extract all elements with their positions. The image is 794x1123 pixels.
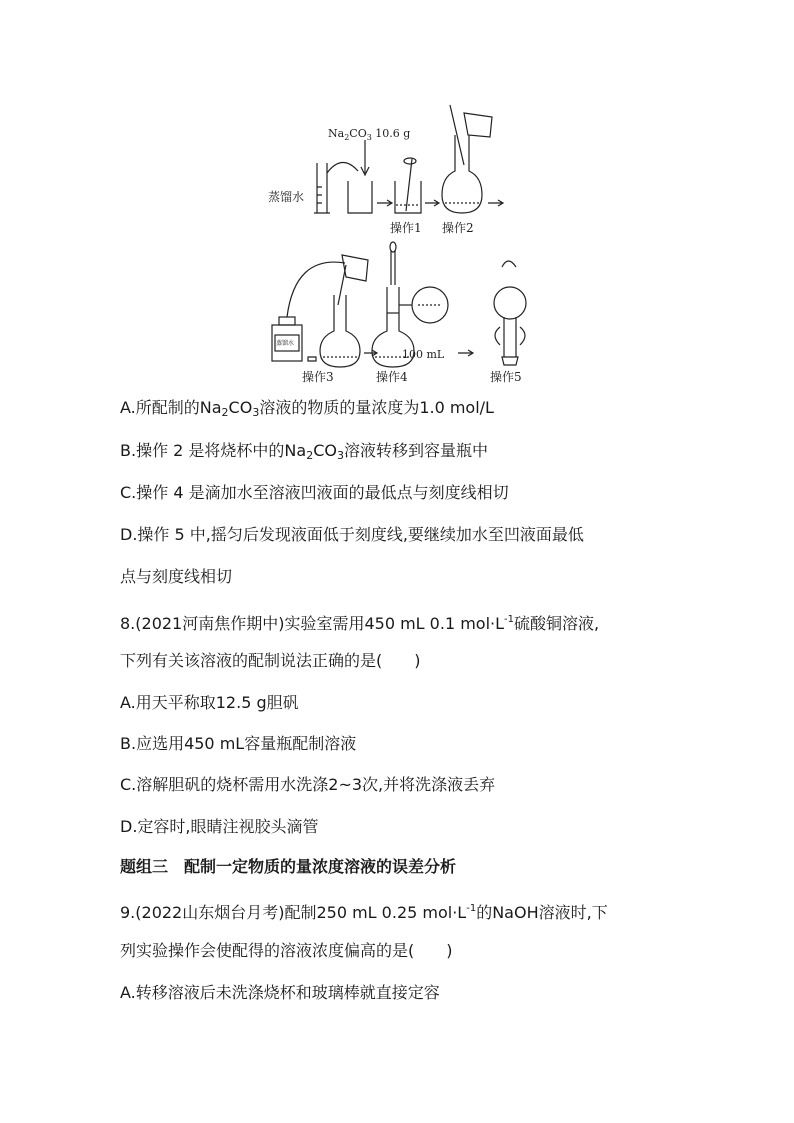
q8-option-a: A.用天平称取12.5 g胆矾 [120, 693, 299, 712]
q7-option-d-line2: 点与刻度线相切 [120, 567, 233, 586]
volumetric-flask-2-shape [442, 135, 482, 213]
step-label-4: 操作4 [376, 370, 408, 384]
step-label-2: 操作2 [442, 221, 474, 235]
q7-option-c: C.操作 4 是滴加水至溶液凹液面的最低点与刻度线相切 [120, 483, 509, 502]
q8-stem-line2: 下列有关该溶液的配制说法正确的是( ) [120, 651, 421, 670]
volumetric-flask-3-shape [320, 295, 360, 367]
apparatus-diagram [250, 95, 550, 390]
q8-option-d: D.定容时,眼睛注视胶头滴管 [120, 817, 319, 836]
q9-stem-line1: 9.(2022山东烟台月考)配制250 mL 0.25 $mol\cdot L^{-1}$的NaOH溶液时,下 [120, 903, 608, 922]
step-label-3: 操作3 [302, 370, 334, 384]
q8-option-c: C.溶解胆矾的烧杯需用水洗涤2~3次,并将洗涤液丢弃 [120, 775, 496, 794]
bottle-label: 蒸馏水 [276, 340, 295, 347]
q7-option-a: A.所配制的$Na_2CO_3$溶液的物质的量浓度为1.0 mol/L [120, 398, 494, 419]
apparatus-figure [250, 95, 550, 390]
q8-stem-line1: 8.(2021河南焦作期中)实验室需用450 mL 0.1 $mol\cdot L^{-1}$硫酸铜溶液, [120, 614, 600, 633]
na2co3-label: $Na_2CO_3$ 10.6 g [328, 127, 411, 142]
q7-option-d-line1: D.操作 5 中,摇匀后发现液面低于刻度线,要继续加水至凹液面最低 [120, 525, 584, 544]
q9-option-a: A.转移溶液后未洗涤烧杯和玻璃棒就直接定容 [120, 983, 440, 1002]
graduated-cylinder-shape [314, 163, 330, 213]
q7-option-b: B.操作 2 是将烧杯中的$Na_2CO_3$溶液转移到容量瓶中 [120, 441, 488, 462]
beaker-1-shape [348, 181, 372, 213]
q9-stem-line2: 列实验操作会使配得的溶液浓度偏高的是( ) [120, 941, 453, 960]
distilled-water-label: 蒸馏水 [268, 190, 305, 204]
volume-label: 100 mL [402, 348, 445, 361]
pouring-beaker-shape [464, 113, 492, 137]
step-label-1: 操作1 [390, 221, 422, 235]
volumetric-flask-5-shape [494, 287, 526, 319]
section-heading: 题组三 配制一定物质的量浓度溶液的误差分析 [120, 857, 457, 876]
q8-option-b: B.应选用450 mL容量瓶配制溶液 [120, 734, 357, 753]
step-label-5: 操作5 [490, 370, 522, 384]
